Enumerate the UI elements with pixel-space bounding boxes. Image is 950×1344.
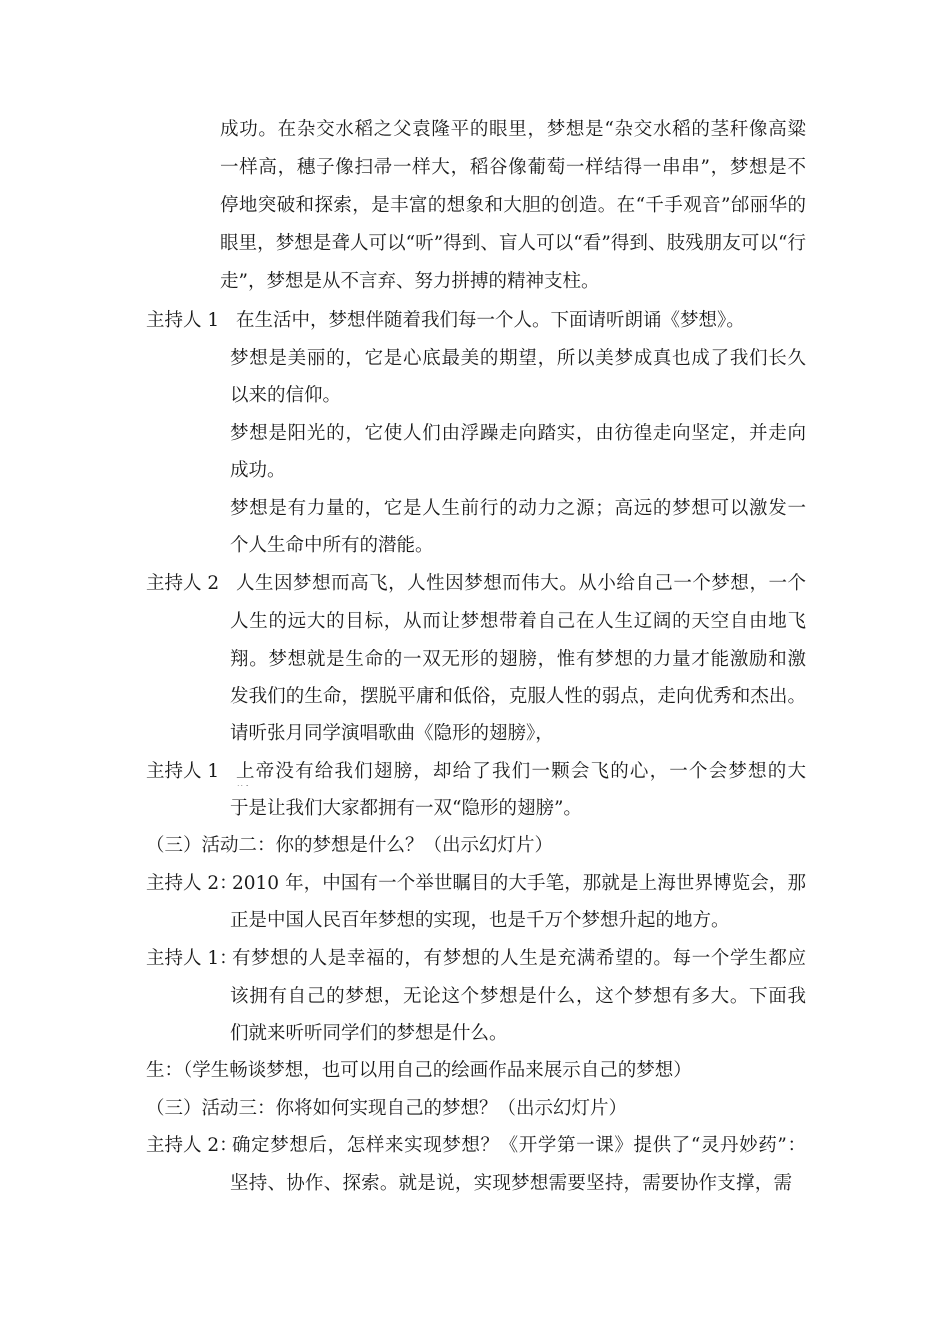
poem-line-4: 成功。 <box>230 460 286 481</box>
intro-line-3: 停地突破和探索，是丰富的想象和大胆的创造。在“千手观音”邰丽华的 <box>220 195 806 216</box>
speaker-host-2: 主持人 2： <box>146 873 238 894</box>
host1-c-first: 有梦想的人是幸福的，有梦想的人生是充满希望的。每一个学生都应 <box>232 948 806 969</box>
poem-line-6: 个人生命中所有的潜能。 <box>230 535 434 556</box>
host2-a-line-2: 翔。梦想就是生命的一双无形的翅膀，惟有梦想的力量才能激励和激 <box>230 649 806 670</box>
host2-b-line-1: 正是中国人民百年梦想的实现，也是千万个梦想升起的地方。 <box>230 910 730 931</box>
speaker-host-2: 主持人 2 <box>146 573 220 594</box>
host1-b-line-1: 于是让我们大家都拥有一双“隐形的翅膀”。 <box>230 798 582 819</box>
host1-b-first: 上帝没有给我们翅膀，却给了我们一颗会飞的心，一个会梦想的大 <box>236 761 806 782</box>
intro-line-4: 眼里，梦想是聋人可以“听”得到、盲人可以“看”得到、肢残朋友可以“行 <box>220 233 806 254</box>
host2-a-first: 人生因梦想而高飞，人性因梦想而伟大。从小给自己一个梦想，一个 <box>236 573 806 594</box>
poem-line-5: 梦想是有力量的，它是人生前行的动力之源；高远的梦想可以激发一 <box>230 498 806 519</box>
poem-line-3: 梦想是阳光的，它使人们由浮躁走向踏实，由彷徨走向坚定，并走向 <box>230 423 806 444</box>
speaker-host-1: 主持人 1 <box>146 761 220 782</box>
host2-a-line-3: 发我们的生命，摆脱平庸和低俗，克服人性的弱点，走向优秀和杰出。 <box>230 686 806 707</box>
host2-a-line-4: 请听张月同学演唱歌曲《隐形的翅膀》， <box>230 723 554 744</box>
host1-c-line-2: 们就来听听同学们的梦想是什么。 <box>230 1023 508 1044</box>
intro-line-5: 走”，梦想是从不言弃、努力拼搏的精神支柱。 <box>220 271 600 292</box>
speaker-host-1: 主持人 1： <box>146 948 238 969</box>
intro-line-1: 成功。在杂交水稻之父袁隆平的眼里，梦想是“杂交水稻的茎秆像高粱 <box>220 119 806 140</box>
host2-b-first: 2010 年，中国有一个举世瞩目的大手笔，那就是上海世界博览会，那 <box>232 873 806 894</box>
poem-line-2: 以来的信仰。 <box>230 385 342 406</box>
host2-a-line-1: 人生的远大的目标，从而让梦想带着自己在人生辽阔的天空自由地飞 <box>230 611 806 632</box>
speaker-host-2: 主持人 2： <box>146 1135 238 1156</box>
poem-line-1: 梦想是美丽的，它是心底最美的期望，所以美梦成真也成了我们长久 <box>230 348 806 369</box>
host1-a-line: 在生活中，梦想伴随着我们每一个人。下面请听朗诵《梦想》。 <box>236 310 745 331</box>
intro-line-2: 一样高，穗子像扫帚一样大，稻谷像葡萄一样结得一串串”，梦想是不 <box>220 157 806 178</box>
section-activity-3: （三）活动三：你将如何实现自己的梦想？（出示幻灯片） <box>146 1098 628 1119</box>
section-activity-2: （三）活动二：你的梦想是什么？（出示幻灯片） <box>146 835 554 856</box>
speaker-host-1: 主持人 1 <box>146 310 220 331</box>
host2-c-first: 确定梦想后，怎样来实现梦想？《开学第一课》提供了“灵丹妙药”： <box>232 1135 806 1156</box>
host1-c-line-1: 该拥有自己的梦想，无论这个梦想是什么，这个梦想有多大。下面我 <box>230 986 806 1007</box>
student-line: 生：（学生畅谈梦想，也可以用自己的绘画作品来展示自己的梦想） <box>146 1060 692 1081</box>
host2-c-line-1: 坚持、协作、探索。就是说，实现梦想需要坚持，需要协作支撑，需 <box>230 1173 792 1194</box>
